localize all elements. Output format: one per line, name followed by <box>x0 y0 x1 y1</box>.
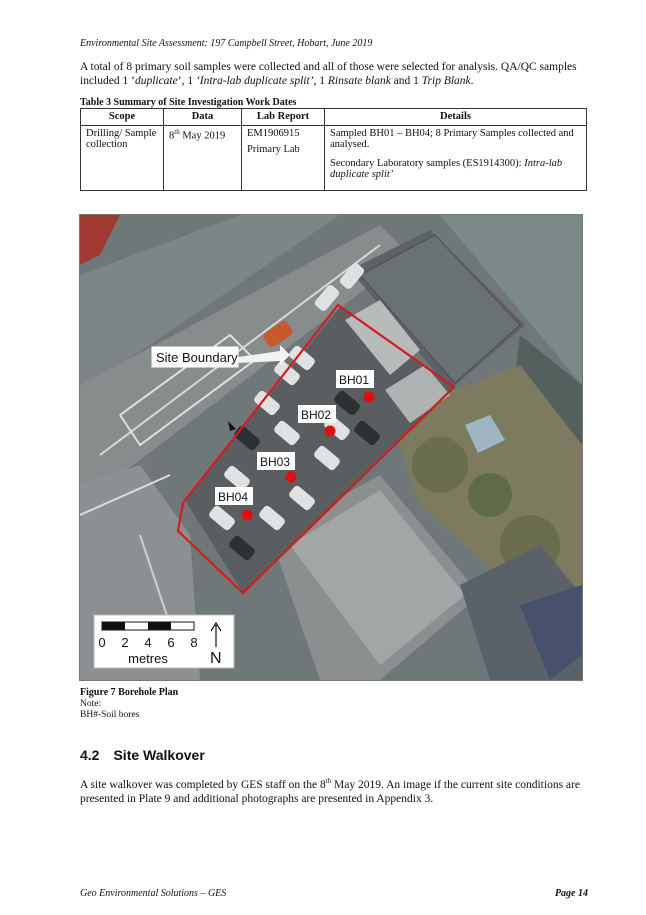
borehole-plan-map <box>79 214 583 681</box>
footer-page-number: Page 14 <box>554 888 588 899</box>
scale-bar-segment <box>102 622 125 630</box>
intro-paragraph <box>80 60 592 88</box>
bh04-label: BH04 <box>218 490 249 504</box>
figure-note-label: Note: <box>80 699 102 709</box>
scale-tick-8: 8 <box>190 635 198 650</box>
figure-note <box>80 699 139 721</box>
scale-tick-6: 6 <box>167 635 175 650</box>
north-label: N <box>210 650 222 667</box>
bh02-marker <box>325 426 336 437</box>
intro-text-1: A total of 8 primary soil samples were collected and all of those were selected for analysis. QA/QC samples included 1 ‘ <box>80 61 577 87</box>
bh01-label: BH01 <box>339 373 370 387</box>
figure-caption: Figure 7 Borehole Plan <box>80 687 179 698</box>
scale-tick-2: 2 <box>121 635 129 650</box>
footer-company: Geo Environmental Solutions – GES <box>80 888 227 899</box>
intro-text-2: ’, 1 <box>177 75 196 87</box>
intro-text-4: and 1 <box>390 75 422 87</box>
details-2-italic: Intra-lab duplicate split’ <box>330 158 563 180</box>
header-scope: Scope <box>81 109 164 126</box>
table-row <box>81 126 587 191</box>
scale-tick-4: 4 <box>144 635 152 650</box>
table-caption: Table 3 Summary of Site Investigation Work Dates <box>80 97 297 108</box>
tree <box>468 473 512 517</box>
header-data: Data <box>164 109 242 126</box>
work-dates-table <box>80 108 587 191</box>
tree <box>412 437 468 493</box>
walkover-paragraph <box>80 774 592 806</box>
scale-tick-0: 0 <box>98 635 106 650</box>
intro-rinsate: Rinsate blank <box>327 75 391 87</box>
cell-details <box>325 126 587 191</box>
intro-duplicate: duplicate <box>134 75 178 87</box>
walkover-sup: th <box>325 777 332 785</box>
intro-text-5: . <box>470 75 474 87</box>
date-rest: May 2019 <box>179 130 226 142</box>
intro-split: ‘Intra-lab duplicate split’ <box>195 75 314 87</box>
lab-name: Primary Lab <box>247 144 300 155</box>
details-2-text: Secondary Laboratory samples (ES1914300): <box>330 158 525 169</box>
section-title: Site Walkover <box>113 747 205 763</box>
scale-unit: metres <box>128 651 168 666</box>
lab-report-id: EM1906915 <box>247 128 300 139</box>
figure-note-text: BH#-Soil bores <box>80 710 140 720</box>
header-lab-report: Lab Report <box>242 109 325 126</box>
bh03-marker <box>286 472 297 483</box>
section-number: 4.2 <box>80 747 100 763</box>
bh04-marker <box>242 510 253 521</box>
walkover-text-2: May 2019. An image if the current site conditions are presented in Plate 9 and additional photographs are presented in Appendix 3. <box>80 778 580 805</box>
bh01-marker <box>364 392 375 403</box>
table-header-row <box>81 109 587 126</box>
details-1: Sampled BH01 – BH04; 8 Primary Samples collected and analysed. <box>330 128 574 150</box>
details-2 <box>330 158 581 180</box>
date-day: 8 <box>169 130 175 142</box>
date-suffix: th <box>174 128 180 136</box>
cell-lab-report <box>242 126 325 191</box>
walkover-text-1: A site walkover was completed by GES staff on the 8 <box>80 778 326 791</box>
intro-text-3: , 1 <box>313 75 328 87</box>
bh03-label: BH03 <box>260 455 291 469</box>
scale-bar-segment <box>148 622 171 630</box>
intro-trip: Trip Blank <box>421 75 471 87</box>
section-heading <box>80 747 205 763</box>
running-header: Environmental Site Assessment: 197 Campbell Street, Hobart, June 2019 <box>80 38 373 49</box>
site-boundary-label: Site Boundary <box>156 350 238 365</box>
cell-date <box>164 126 242 191</box>
bh02-label: BH02 <box>301 408 332 422</box>
cell-scope: Drilling/ Sample collection <box>81 126 164 191</box>
header-details: Details <box>325 109 587 126</box>
